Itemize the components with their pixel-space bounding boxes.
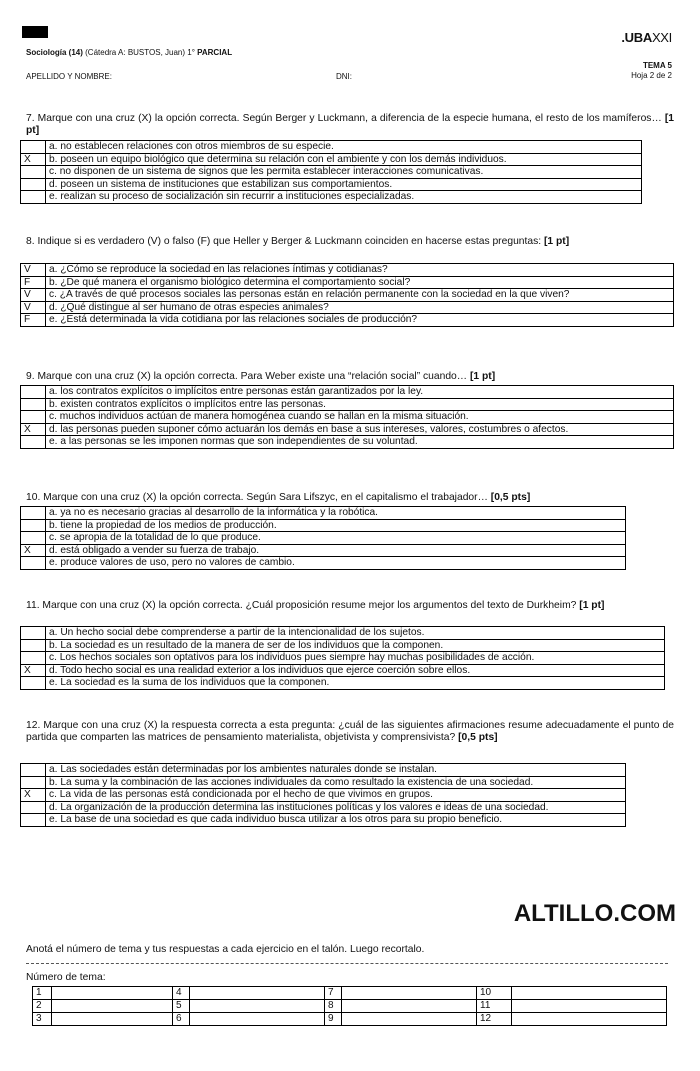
stub-answer-cell[interactable] [342,1000,477,1013]
option-row [21,436,674,449]
option-text: d. está obligado a vender su fuerza de trabajo. [46,544,626,557]
answer-mark [21,801,46,814]
option-row [21,519,626,532]
answer-mark: F [21,276,46,289]
option-row [21,141,642,154]
option-row [21,289,674,302]
option-row [21,764,626,777]
option-text: b. poseen un equipo biológico que determina su relación con el ambiente y con los demás individuos. [46,153,642,166]
stub-answer-cell[interactable] [52,1000,173,1013]
option-row [21,532,626,545]
options-table-7 [20,140,642,204]
stub-row [33,1000,667,1013]
option-text: a. no establecen relaciones con otros miembros de su especie. [46,141,642,154]
question-9: 9. Marque con una cruz (X) la opción correcta. Para Weber existe una “relación social” cuando… [1 pt] [26,371,496,382]
question-12: 12. Marque con una cruz (X) la respuesta correcta a esta pregunta: ¿cuál de las siguientes afirmaciones resume adecuadamente el punto de partida que comparten las matrices de pensamiento materialista, objetivista y comprensivista? [0,5 pts] [26,720,674,743]
answer-mark [21,436,46,449]
stub-answer-cell[interactable] [512,1000,667,1013]
answer-mark: X [21,544,46,557]
option-row [21,314,674,327]
answer-mark [21,411,46,424]
stub-answer-cell[interactable] [52,1013,173,1026]
apellido-label: APELLIDO Y NOMBRE: [26,72,112,81]
option-text: a. Un hecho social debe comprenderse a partir de la intencionalidad de los sujetos. [46,627,665,640]
option-text: a. Las sociedades están determinadas por los ambientes naturales donde se instalan. [46,764,626,777]
question-10: 10. Marque con una cruz (X) la opción correcta. Según Sara Lifszyc, en el capitalismo el trabajador… [0,5 pts] [26,492,531,503]
option-row [21,398,674,411]
option-row [21,557,626,570]
option-row [21,423,674,436]
numero-tema-label: Número de tema: [26,972,106,983]
option-row [21,276,674,289]
option-text: d. Todo hecho social es una realidad exterior a los individuos que ejerce coerción sobre ellos. [46,664,665,677]
option-row [21,153,642,166]
stub-answer-cell[interactable] [52,987,173,1000]
option-row [21,166,642,179]
answer-mark: V [21,301,46,314]
option-row [21,178,642,191]
option-text: d. La organización de la producción determina las instituciones políticas y los valores e ideas de una sociedad. [46,801,626,814]
answer-mark [21,191,46,204]
option-row [21,507,626,520]
option-row [21,544,626,557]
option-text: b. ¿De qué manera el organismo biológico determina el comportamiento social? [46,276,674,289]
answer-mark [21,386,46,399]
dni-label: DNI: [336,72,352,81]
stub-row [33,987,667,1000]
answer-mark [21,557,46,570]
option-text: b. existen contratos explícitos o implícitos entre las personas. [46,398,674,411]
answer-mark [21,166,46,179]
stub-answer-cell[interactable] [190,1000,325,1013]
answer-mark [21,776,46,789]
stub-number: 10 [477,987,512,1000]
option-text: e. La base de una sociedad es que cada individuo busca utilizar a los otros para su propio beneficio. [46,814,626,827]
answer-mark [21,627,46,640]
option-text: d. ¿Qué distingue al ser humano de otras especies animales? [46,301,674,314]
answer-mark [21,398,46,411]
option-row [21,814,626,827]
question-11: 11. Marque con una cruz (X) la opción correcta. ¿Cuál proposición resume mejor los argumentos del texto de Durkheim? [1 pt] [26,600,605,611]
option-row [21,789,626,802]
stub-number: 4 [173,987,190,1000]
option-text: e. realizan su proceso de socialización sin recurrir a instituciones especializadas. [46,191,642,204]
answer-mark [21,764,46,777]
option-text: a. los contratos explícitos o implícitos entre personas están garantizados por la ley. [46,386,674,399]
options-table-10 [20,506,626,570]
stub-number: 1 [33,987,52,1000]
option-row [21,627,665,640]
option-row [21,301,674,314]
answer-mark: X [21,153,46,166]
option-text: b. La sociedad es un resultado de la manera de ser de los individuos que la componen. [46,639,665,652]
answer-mark [21,652,46,665]
stub-answer-cell[interactable] [190,1013,325,1026]
option-text: b. La suma y la combinación de las acciones individuales da como resultado la existencia de una sociedad. [46,776,626,789]
answer-mark [21,677,46,690]
stub-number: 5 [173,1000,190,1013]
stub-answer-cell[interactable] [342,1013,477,1026]
stub-row [33,1013,667,1026]
option-text: e. produce valores de uso, pero no valores de cambio. [46,557,626,570]
option-text: c. La vida de las personas está condicionada por el hecho de que vivimos en grupos. [46,789,626,802]
option-row [21,677,665,690]
option-text: a. ya no es necesario gracias al desarrollo de la informática y la robótica. [46,507,626,520]
options-table-8 [20,263,674,327]
option-row [21,776,626,789]
cut-line [26,963,668,964]
options-table-9 [20,385,674,449]
option-row [21,652,665,665]
stub-answer-cell[interactable] [190,987,325,1000]
stub-number: 12 [477,1013,512,1026]
answer-mark [21,507,46,520]
answer-stub-table [32,986,667,1026]
answer-mark: X [21,664,46,677]
option-row [21,264,674,277]
option-row [21,639,665,652]
options-table-12 [20,763,626,827]
uba-xxi-logo: .UBAXXI [621,30,672,45]
option-row [21,191,642,204]
answer-mark [21,178,46,191]
altillo-watermark: ALTILLO.COM [513,900,676,927]
answer-mark: F [21,314,46,327]
stub-number: 6 [173,1013,190,1026]
option-text: e. ¿Está determinada la vida cotidiana por las relaciones sociales de producción? [46,314,674,327]
stub-number: 11 [477,1000,512,1013]
option-text: e. La sociedad es la suma de los individuos que la componen. [46,677,665,690]
course-title: Sociología (14) (Cátedra A: BUSTOS, Juan) 1° PARCIAL [26,48,233,57]
page-number: Hoja 2 de 2 [631,71,672,80]
option-text: d. poseen un sistema de instituciones que estabilizan sus comportamientos. [46,178,642,191]
stub-answer-cell[interactable] [512,987,667,1000]
tema-label: TEMA 5 [642,61,672,70]
answer-mark [21,532,46,545]
answer-mark [21,814,46,827]
answer-mark: X [21,789,46,802]
option-row [21,411,674,424]
option-text: b. tiene la propiedad de los medios de producción. [46,519,626,532]
answer-mark: X [21,423,46,436]
option-text: d. las personas pueden suponer cómo actuarán los demás en base a sus intereses, valores, costumbres o afectos. [46,423,674,436]
option-text: c. Los hechos sociales son optativos para los individuos pues siempre hay muchas posibilidades de acción. [46,652,665,665]
options-table-11 [20,626,665,690]
answer-mark [21,519,46,532]
black-marker-box [22,26,48,38]
answer-mark: V [21,289,46,302]
question-7: 7. Marque con una cruz (X) la opción correcta. Según Berger y Luckmann, a diferencia de la especie humana, el resto de los mamíferos… [1 pt] [26,113,674,136]
option-row [21,664,665,677]
answer-mark [21,639,46,652]
footer-instruction: Anotá el número de tema y tus respuestas a cada ejercicio en el talón. Luego recortalo. [26,944,425,955]
option-text: c. muchos individuos actúan de manera homogénea cuando se hallan en la misma situación. [46,411,674,424]
stub-number: 7 [325,987,342,1000]
stub-number: 3 [33,1013,52,1026]
question-8: 8. Indique si es verdadero (V) o falso (F) que Heller y Berger & Luckmann coinciden en hacerse estas preguntas: [1 pt] [26,236,570,247]
stub-answer-cell[interactable] [512,1013,667,1026]
stub-number: 2 [33,1000,52,1013]
answer-mark [21,141,46,154]
option-row [21,801,626,814]
stub-answer-cell[interactable] [342,987,477,1000]
stub-number: 8 [325,1000,342,1013]
option-text: c. ¿A través de qué procesos sociales las personas están en relación permanente con la sociedad en la que viven? [46,289,674,302]
option-row [21,386,674,399]
option-text: c. se apropia de la totalidad de lo que produce. [46,532,626,545]
stub-number: 9 [325,1013,342,1026]
answer-mark: V [21,264,46,277]
option-text: e. a las personas se les imponen normas que son independientes de su voluntad. [46,436,674,449]
option-text: c. no disponen de un sistema de signos que les permita establecer interacciones comunicativas. [46,166,642,179]
option-text: a. ¿Cómo se reproduce la sociedad en las relaciones íntimas y cotidianas? [46,264,674,277]
